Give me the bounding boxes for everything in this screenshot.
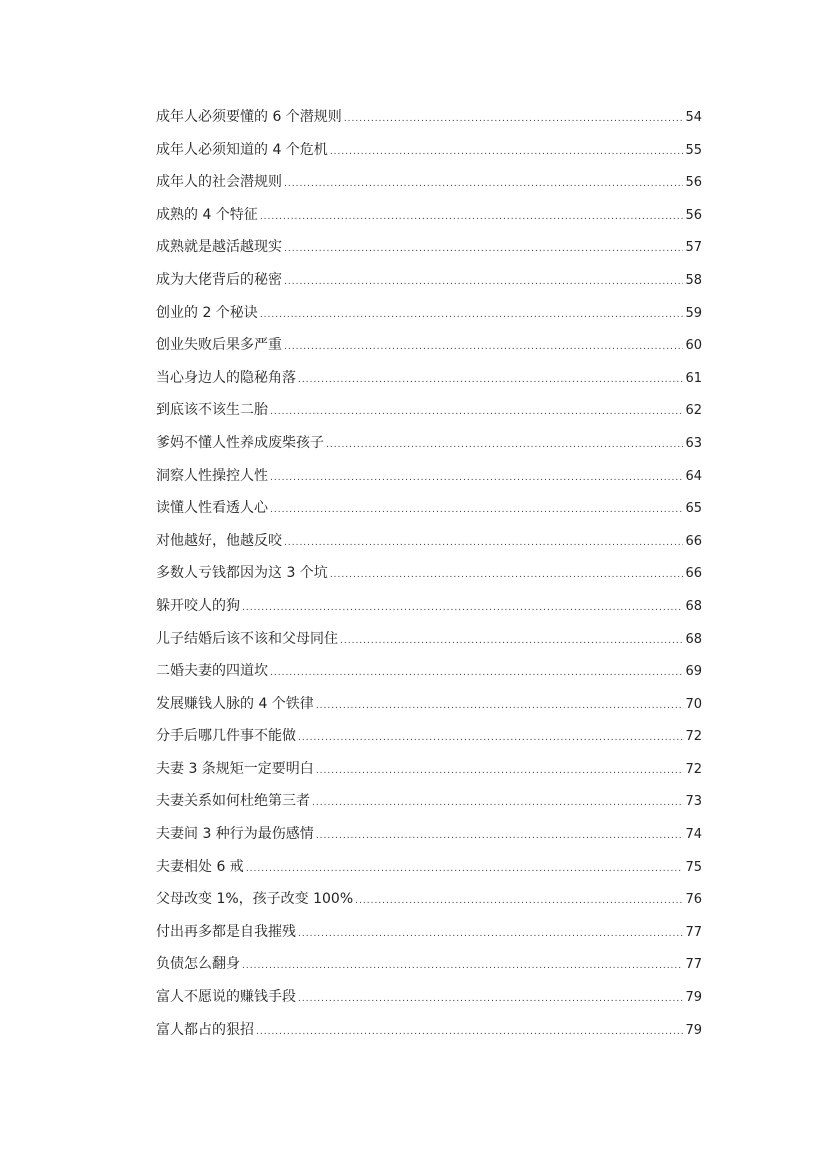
toc-entry-title: 对他越好，他越反咬 — [156, 532, 282, 549]
dot-leader — [284, 333, 683, 361]
toc-entry[interactable] — [156, 103, 702, 136]
table-of-contents — [156, 103, 702, 1048]
toc-entry-page-number: 60 — [685, 338, 702, 354]
toc-entry-title: 爹妈不懂人性养成废柴孩子 — [156, 434, 324, 451]
toc-entry[interactable] — [156, 462, 702, 495]
toc-entry-title: 二婚夫妻的四道坎 — [156, 663, 268, 680]
toc-entry[interactable] — [156, 722, 702, 755]
dot-leader — [298, 366, 683, 394]
toc-entry[interactable] — [156, 233, 702, 266]
toc-entry-page-number: 68 — [685, 631, 702, 647]
toc-entry-title: 洞察人性操控人性 — [156, 467, 268, 484]
toc-entry-page-number: 66 — [685, 533, 702, 549]
toc-entry-title: 创业失败后果多严重 — [156, 337, 282, 354]
toc-entry-title: 父母改变 1%，孩子改变 100% — [156, 891, 354, 908]
toc-entry-title: 夫妻关系如何杜绝第三者 — [156, 793, 310, 810]
toc-entry-page-number: 70 — [685, 696, 702, 712]
dot-leader — [330, 138, 684, 166]
dot-leader — [260, 301, 684, 329]
dot-leader — [355, 887, 683, 915]
dot-leader — [344, 105, 684, 133]
toc-entry-page-number: 54 — [685, 110, 702, 125]
toc-entry[interactable] — [156, 494, 702, 527]
toc-entry-title: 成熟的 4 个特征 — [156, 206, 258, 223]
toc-entry-title: 夫妻相处 6 戒 — [156, 858, 244, 875]
toc-entry[interactable] — [156, 1016, 702, 1049]
toc-entry-page-number: 66 — [685, 566, 702, 582]
dot-leader — [312, 789, 683, 817]
toc-entry-page-number: 79 — [685, 990, 702, 1006]
toc-entry-page-number: 58 — [685, 272, 702, 288]
dot-leader — [242, 594, 683, 622]
toc-entry-page-number: 74 — [685, 827, 702, 843]
toc-entry[interactable] — [156, 136, 702, 169]
toc-entry-title: 成年人必须要懂的 6 个潜规则 — [156, 109, 342, 125]
dot-leader — [284, 529, 683, 557]
toc-entry-title: 当心身边人的隐秘角落 — [156, 369, 296, 386]
toc-entry-page-number: 64 — [685, 468, 702, 484]
toc-entry-page-number: 73 — [685, 794, 702, 810]
dot-leader — [298, 985, 683, 1013]
toc-entry[interactable] — [156, 559, 702, 592]
toc-entry[interactable] — [156, 364, 702, 397]
dot-leader — [316, 822, 684, 850]
dot-leader — [316, 692, 684, 720]
toc-entry-title: 成年人的社会潜规则 — [156, 174, 282, 191]
toc-entry-page-number: 62 — [685, 403, 702, 419]
toc-entry-page-number: 76 — [685, 892, 702, 908]
toc-entry[interactable] — [156, 787, 702, 820]
toc-entry-page-number: 77 — [685, 957, 702, 973]
toc-entry-title: 夫妻间 3 种行为最伤感情 — [156, 826, 314, 843]
toc-entry[interactable] — [156, 853, 702, 886]
dot-leader — [284, 235, 683, 263]
toc-entry[interactable] — [156, 592, 702, 625]
toc-entry[interactable] — [156, 168, 702, 201]
dot-leader — [260, 203, 684, 231]
dot-leader — [270, 659, 683, 687]
toc-entry[interactable] — [156, 266, 702, 299]
dot-leader — [284, 170, 683, 198]
dot-leader — [326, 431, 683, 459]
toc-entry[interactable] — [156, 755, 702, 788]
dot-leader — [284, 268, 683, 296]
toc-entry[interactable] — [156, 299, 702, 332]
toc-entry[interactable] — [156, 983, 702, 1016]
toc-entry[interactable] — [156, 429, 702, 462]
toc-entry-title: 多数人亏钱都因为这 3 个坑 — [156, 565, 328, 582]
toc-entry[interactable] — [156, 918, 702, 951]
toc-entry-title: 分手后哪几件事不能做 — [156, 728, 296, 745]
toc-entry-page-number: 59 — [685, 305, 702, 321]
toc-entry-title: 发展赚钱人脉的 4 个铁律 — [156, 695, 314, 712]
toc-entry-page-number: 55 — [685, 142, 702, 158]
toc-entry-title: 成为大佬背后的秘密 — [156, 271, 282, 288]
toc-entry-title: 成熟就是越活越现实 — [156, 239, 282, 256]
toc-entry-page-number: 72 — [685, 729, 702, 745]
dot-leader — [298, 724, 683, 752]
dot-leader — [330, 561, 684, 589]
toc-entry-page-number: 63 — [685, 435, 702, 451]
toc-entry[interactable] — [156, 527, 702, 560]
toc-entry[interactable] — [156, 201, 702, 234]
toc-entry-page-number: 56 — [685, 207, 702, 223]
toc-entry-title: 儿子结婚后该不该和父母同住 — [156, 630, 338, 647]
dot-leader — [270, 398, 683, 426]
dot-leader — [256, 1018, 683, 1046]
toc-entry[interactable] — [156, 657, 702, 690]
toc-entry-title: 躲开咬人的狗 — [156, 597, 240, 614]
dot-leader — [270, 496, 683, 524]
toc-entry-page-number: 79 — [685, 1022, 702, 1038]
toc-entry-title: 富人都占的狠招 — [156, 1021, 254, 1038]
toc-entry-page-number: 77 — [685, 924, 702, 940]
dot-leader — [270, 464, 683, 492]
toc-entry-title: 负债怎么翻身 — [156, 956, 240, 973]
toc-entry[interactable] — [156, 396, 702, 429]
toc-entry-title: 创业的 2 个秘诀 — [156, 304, 258, 321]
toc-entry-page-number: 75 — [685, 859, 702, 875]
toc-entry-page-number: 65 — [685, 501, 702, 517]
toc-entry[interactable] — [156, 885, 702, 918]
dot-leader — [340, 627, 683, 655]
toc-entry[interactable] — [156, 950, 702, 983]
dot-leader — [298, 920, 683, 948]
toc-entry-title: 读懂人性看透人心 — [156, 500, 268, 517]
toc-entry-title: 夫妻 3 条规矩一定要明白 — [156, 760, 314, 777]
toc-entry-page-number: 69 — [685, 664, 702, 680]
toc-entry-title: 成年人必须知道的 4 个危机 — [156, 141, 328, 158]
toc-entry-title: 富人不愿说的赚钱手段 — [156, 989, 296, 1006]
dot-leader — [316, 757, 684, 785]
toc-entry-page-number: 72 — [685, 761, 702, 777]
toc-entry[interactable] — [156, 820, 702, 853]
toc-entry-page-number: 57 — [685, 240, 702, 256]
dot-leader — [242, 952, 683, 980]
toc-entry-page-number: 61 — [685, 370, 702, 386]
toc-entry[interactable] — [156, 331, 702, 364]
toc-entry[interactable] — [156, 690, 702, 723]
dot-leader — [246, 855, 684, 883]
toc-entry-page-number: 68 — [685, 598, 702, 614]
toc-entry-page-number: 56 — [685, 175, 702, 191]
toc-entry-title: 付出再多都是自我摧残 — [156, 923, 296, 940]
toc-entry[interactable] — [156, 625, 702, 658]
toc-entry-title: 到底该不该生二胎 — [156, 402, 268, 419]
